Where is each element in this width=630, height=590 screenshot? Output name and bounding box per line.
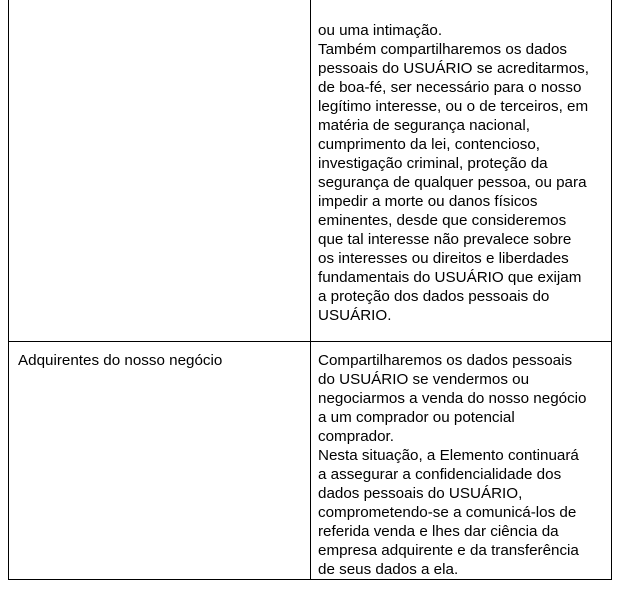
text-line: cumprimento da lei, contencioso,: [318, 136, 541, 153]
text-line: os interesses ou direitos e liberdades: [318, 250, 569, 267]
text-line: segurança de qualquer pessoa, ou para: [318, 174, 587, 191]
text-line: eminentes, desde que consideremos: [318, 212, 567, 229]
table-row: [9, 0, 611, 341]
text-line: comprometendo-se a comunicá-los de: [318, 504, 577, 521]
text-line: Também compartilharemos os dados: [318, 41, 568, 58]
text-line: referida venda e lhes dar ciência da: [318, 523, 559, 540]
text-line: dados pessoais do USUÁRIO,: [318, 485, 523, 502]
table-cell-description: [311, 342, 611, 579]
text-line: de seus dados a ela.: [318, 561, 459, 578]
text-line: de boa-fé, ser necessário para o nosso: [318, 79, 582, 96]
text-line: investigação criminal, proteção da: [318, 155, 548, 172]
data-sharing-table: [8, 0, 612, 580]
table-cell-category: [9, 342, 311, 579]
text-line: empresa adquirente e da transferência: [318, 542, 579, 559]
text-line: pessoais do USUÁRIO se acreditarmos,: [318, 60, 589, 77]
text-line: comprador.: [318, 428, 394, 445]
text-line: Nesta situação, a Elemento continuará: [318, 447, 579, 464]
text-line: Compartilharemos os dados pessoais: [318, 352, 573, 369]
text-line: negociarmos a venda do nosso negócio: [318, 390, 587, 407]
table-cell-description: [311, 0, 611, 341]
table-cell-category: [9, 0, 311, 341]
text-line: ou uma intimação.: [318, 22, 443, 39]
text-line: matéria de segurança nacional,: [318, 117, 530, 134]
text-line: a assegurar a confidencialidade dos: [318, 466, 562, 483]
table-row: [9, 341, 611, 579]
category-label: Adquirentes do nosso negócio: [18, 352, 223, 369]
text-line: do USUÁRIO se vendermos ou: [318, 371, 530, 388]
cell-paragraph: [318, 351, 587, 579]
text-line: impedir a morte ou danos físicos: [318, 193, 538, 210]
text-line: legítimo interesse, ou o de terceiros, em: [318, 98, 589, 115]
text-line: fundamentais do USUÁRIO que exijam: [318, 269, 582, 286]
text-line: a proteção dos dados pessoais do: [318, 288, 550, 305]
cell-paragraph: [318, 21, 589, 325]
text-line: que tal interesse não prevalece sobre: [318, 231, 572, 248]
text-line: a um comprador ou potencial: [318, 409, 515, 426]
text-line: USUÁRIO.: [318, 307, 392, 324]
